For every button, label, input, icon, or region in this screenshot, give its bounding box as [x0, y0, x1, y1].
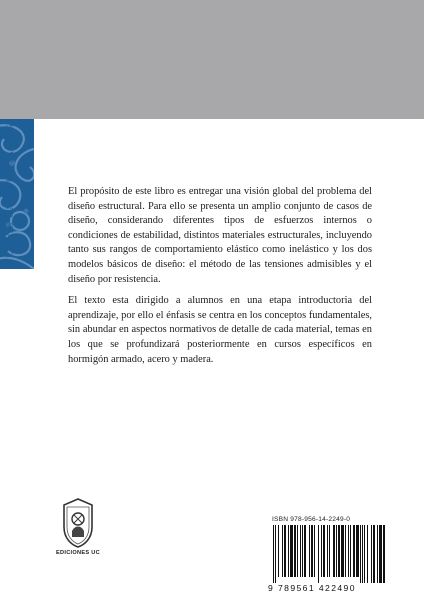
barcode-bar	[311, 525, 313, 577]
barcode-bar	[341, 525, 344, 577]
barcode-bar	[333, 525, 335, 577]
barcode-digits: 9 789561 422490	[268, 583, 356, 593]
barcode-bar	[309, 525, 310, 577]
barcode-bar	[362, 525, 363, 583]
barcode-bar	[318, 525, 319, 583]
barcode-bar	[377, 525, 378, 583]
barcode-bar	[364, 525, 365, 583]
paragraph-2: El texto esta dirigido a alumnos en una etapa introductoria del aprendizaje, por ello el énfasis se centra en los conceptos fundamentales, sin abundar en aspectos normativos de detalle de cada material, temas en los que se profundizará posteriormente en cursos específicos en hormigón armado, acero y madera.	[68, 295, 372, 365]
barcode-bar	[327, 525, 328, 577]
barcode-bar	[329, 525, 330, 577]
barcode-bar	[302, 525, 303, 577]
barcode-bar	[284, 525, 286, 577]
barcode	[273, 525, 385, 583]
barcode-bar	[275, 525, 276, 583]
barcode-bar	[282, 525, 283, 577]
barcode-bar	[383, 525, 385, 583]
barcode-bar	[273, 525, 274, 583]
isbn-text: ISBN 978-956-14-2249-0	[272, 516, 351, 523]
barcode-bar	[379, 525, 382, 583]
barcode-bar	[336, 525, 337, 577]
barcode-bar	[345, 525, 346, 577]
barcode-bar	[294, 525, 296, 577]
barcode-bar	[353, 525, 355, 577]
barcode-bar	[348, 525, 349, 577]
barcode-bar	[278, 525, 279, 577]
barcode-bar	[371, 525, 372, 583]
barcode-bar	[367, 525, 368, 583]
barcode-bar	[288, 525, 289, 577]
barcode-bar	[338, 525, 340, 577]
barcode-bar	[314, 525, 315, 577]
barcode-bar	[321, 525, 322, 577]
back-cover-text	[68, 185, 372, 374]
barcode-bar	[304, 525, 306, 577]
barcode-bar	[323, 525, 325, 577]
barcode-bar	[350, 525, 351, 577]
barcode-bar	[356, 525, 359, 577]
barcode-bar	[360, 525, 361, 583]
top-gray-band	[0, 0, 424, 119]
barcode-bar	[300, 525, 301, 577]
publisher-name: EDICIONES UC	[55, 550, 100, 556]
publisher-emblem-icon	[60, 497, 96, 549]
barcode-bar	[290, 525, 293, 577]
paragraph-1: El propósito de este libro es entregar una visión global del problema del diseño estructural. Para ello se presenta un amplio conjunto de casos de diseño, considerando diferentes tipos de esfuerzos internos o condiciones de estabilidad, distintos materiales estructurales, incluyendo tanto sus rangos de comportamiento elástico como inelástico y los dos modelos básicos de diseño: el método de las tensiones admisibles y el diseño por resistencia.	[68, 186, 372, 285]
barcode-bar	[297, 525, 298, 577]
barcode-bar	[373, 525, 375, 583]
series-label: TEXTOS UNIVERSITARIOS	[6, 123, 16, 265]
